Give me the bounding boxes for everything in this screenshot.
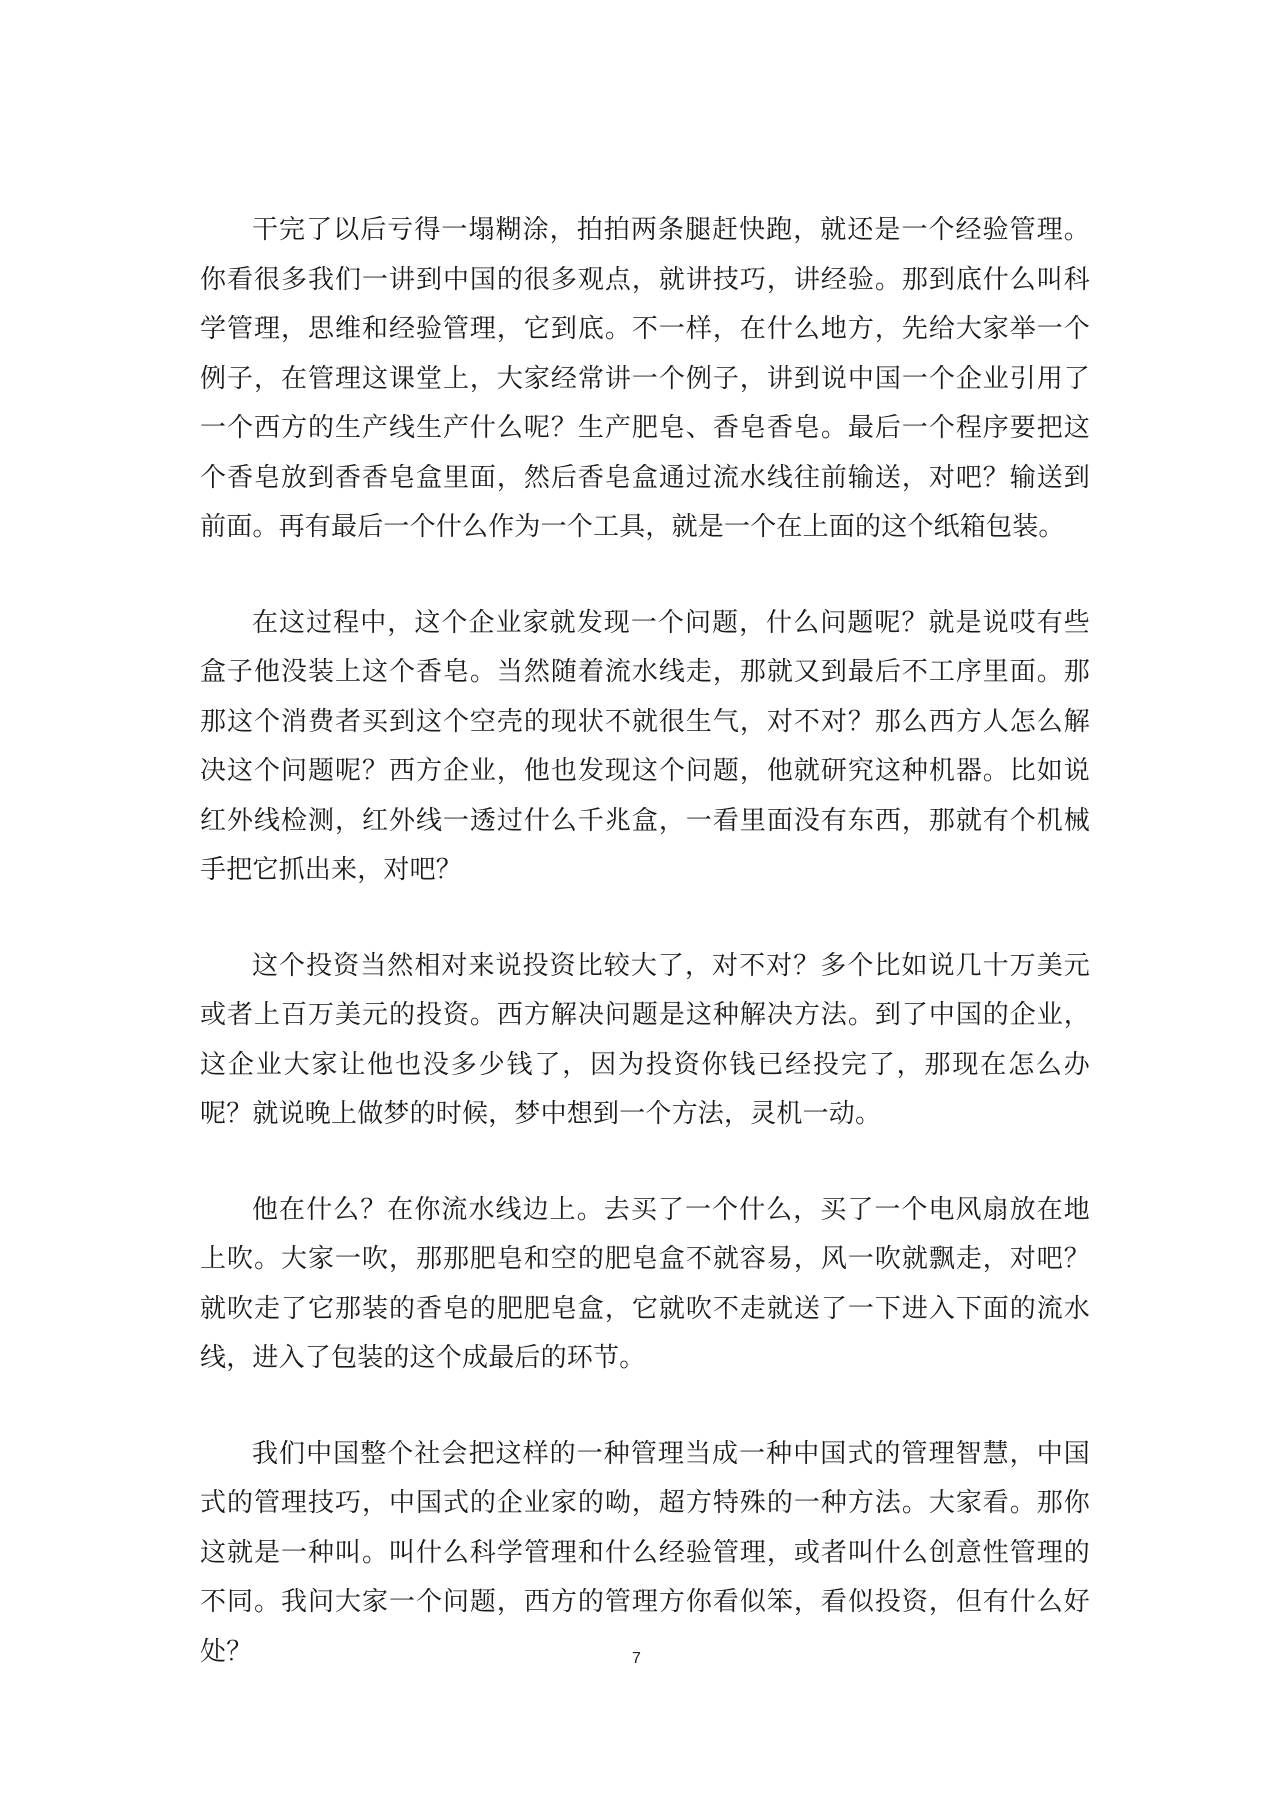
body-text bbox=[200, 206, 1090, 1677]
paragraph-1: 干完了以后亏得一塌糊涂，拍拍两条腿赶快跑，就还是一个经验管理。你看很多我们一讲到中国的很多观点，就讲技巧，讲经验。那到底什么叫科学管理，思维和经验管理，它到底。不一样，在什么地方，先给大家举一个例子，在管理这课堂上，大家经常讲一个例子，讲到说中国一个企业引用了一个西方的生产线生产什么呢？生产肥皂、香皂香皂。最后一个程序要把这个香皂放到香香皂盒里面，然后香皂盒通过流水线往前输送，对吧？输送到前面。再有最后一个什么作为一个工具，就是一个在上面的这个纸箱包装。 bbox=[200, 215, 1090, 542]
paragraph-4: 他在什么？在你流水线边上。去买了一个什么，买了一个电风扇放在地上吹。大家一吹，那那肥皂和空的肥皂盒不就容易，风一吹就飘走，对吧？就吹走了它那装的香皂的肥肥皂盒，它就吹不走就送了一下进入下面的流水线，进入了包装的这个成最后的环节。 bbox=[200, 1194, 1090, 1373]
page-number: 7 bbox=[632, 1650, 641, 1667]
paragraph-2: 在这过程中，这个企业家就发现一个问题，什么问题呢？就是说哎有些盒子他没装上这个香皂。当然随着流水线走，那就又到最后不工序里面。那那这个消费者买到这个空壳的现状不就很生气，对不对？那么西方人怎么解决这个问题呢？西方企业，他也发现这个问题，他就研究这种机器。比如说红外线检测，红外线一透过什么千兆盒，一看里面没有东西，那就有个机械手把它抓出来，对吧？ bbox=[200, 607, 1090, 885]
paragraph-5: 我们中国整个社会把这样的一种管理当成一种中国式的管理智慧，中国式的管理技巧，中国式的企业家的呦，超方特殊的一种方法。大家看。那你这就是一种叫。叫什么科学管理和什么经验管理，或者叫什么创意性管理的不同。我问大家一个问题，西方的管理方你看似笨，看似投资，但有什么好处？ bbox=[200, 1438, 1090, 1667]
paragraph-3: 这个投资当然相对来说投资比较大了，对不对？多个比如说几十万美元或者上百万美元的投资。西方解决问题是这种解决方法。到了中国的企业，这企业大家让他也没多少钱了，因为投资你钱已经投完了，那现在怎么办呢？就说晚上做梦的时候，梦中想到一个方法，灵机一动。 bbox=[200, 950, 1090, 1129]
